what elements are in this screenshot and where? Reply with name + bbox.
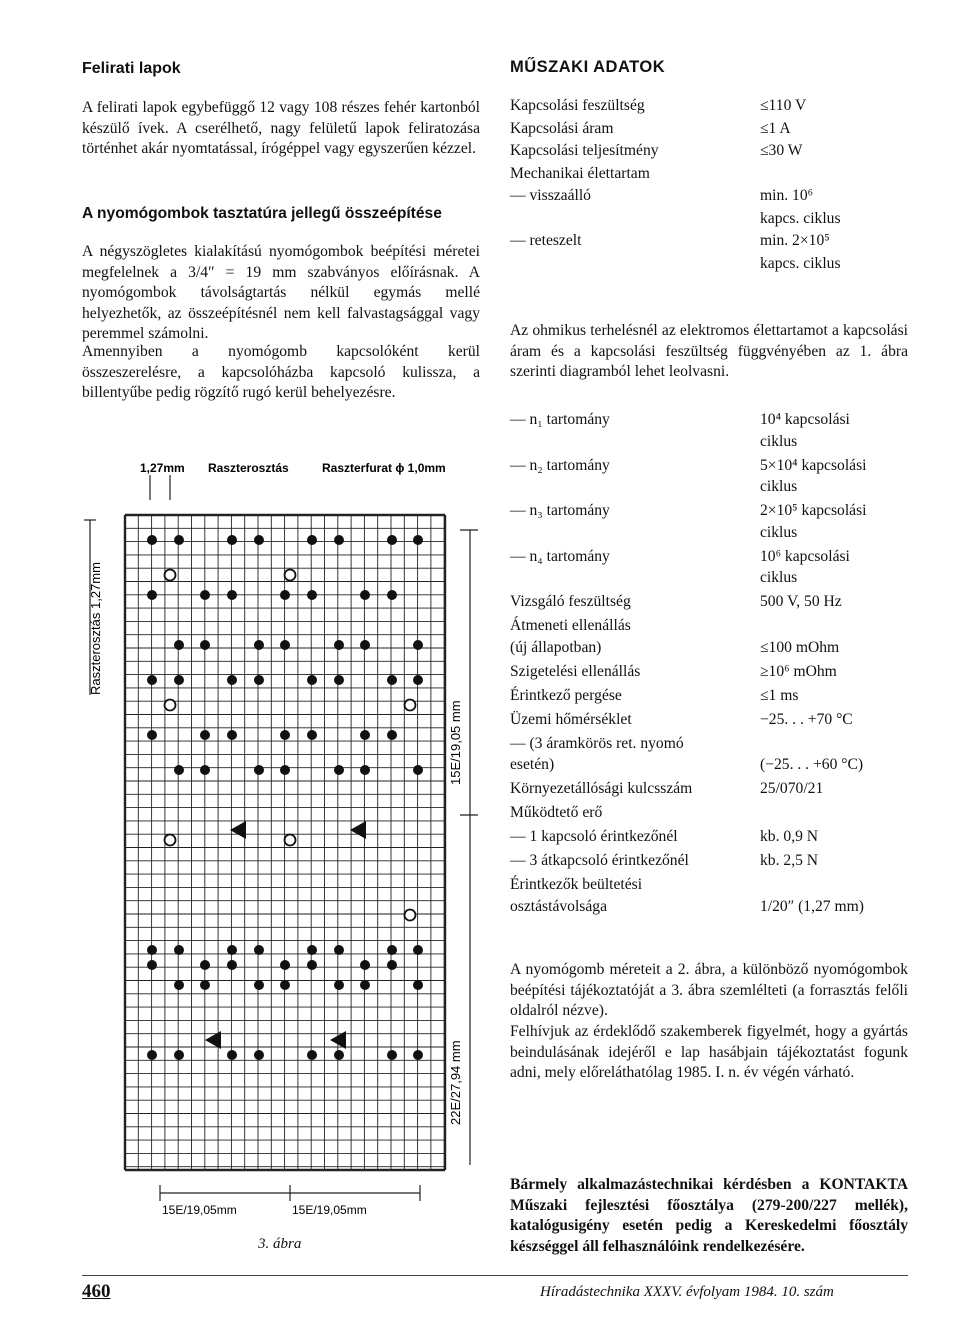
pin-hole-mark (413, 1050, 423, 1060)
pin-hole-mark (227, 1050, 237, 1060)
spec-value: ≤1 ms (760, 686, 799, 704)
pin-hole-mark (387, 945, 397, 955)
spec-value: 25/070/21 (760, 780, 824, 797)
spec-label: Kapcsolási feszültség (510, 97, 645, 114)
spec-label: Kapcsolási áram (510, 119, 614, 137)
pin-hole-mark (174, 1050, 184, 1060)
pin-hole-mark (147, 1050, 157, 1060)
pin-hole-mark (307, 945, 317, 955)
pin-hole-mark (334, 640, 344, 650)
paragraph-meretei: A nyomógomb méreteit a 2. ábra, a különböző nyomógombok beépítési tájékoztatóját a 3. ábra szemlélteti (a forrasztás felőli oldalról nézve). (510, 961, 908, 1019)
pin-hole-mark (307, 960, 317, 970)
pin-hole-mark (174, 535, 184, 545)
label-raszterfurat: Raszterfurat ϕ 1,0mm (322, 461, 446, 475)
pin-hole-mark (200, 765, 210, 775)
pin-hole-mark (307, 675, 317, 685)
open-pin-mark (405, 910, 416, 921)
label-vertical-raszterosztas: Raszterosztás 1,27mm (88, 562, 103, 695)
pin-hole-mark (280, 590, 290, 600)
open-pin-mark (405, 700, 416, 711)
heading-felirati-lapok: Feliratі lapok (82, 60, 181, 77)
open-pin-mark (165, 700, 176, 711)
spec-label: — n₄ tartomány (510, 547, 610, 565)
pin-hole-mark (174, 945, 184, 955)
pin-hole-mark (174, 980, 184, 990)
spec-label: Érintkező pergése (510, 686, 622, 704)
spec-value: 10⁶ kapcsolási (760, 547, 850, 565)
pin-hole-mark (227, 945, 237, 955)
label-1-27mm: 1,27mm (140, 461, 185, 475)
pin-hole-mark (413, 675, 423, 685)
spec-value: kb. 2,5 N (760, 852, 819, 869)
pin-hole-mark (334, 535, 344, 545)
spec-label: — reteszelt (510, 232, 582, 249)
paragraph-kontakta-contact: Bármely alkalmazástechnikai kérdésben a KONTAKTA Műszaki fejlesztési főosztálya (279-200/227 mellék), katalógusigény esetén pedig a Kereskedelmi főosztály készséggel áll felhasználóink rendelkezésére. (510, 1176, 908, 1255)
spec-label: — 1 kapcsoló érintkezőnél (510, 828, 678, 845)
figure-3-grid-diagram (80, 445, 480, 1245)
pin-hole-mark (387, 1050, 397, 1060)
pin-hole-mark (147, 730, 157, 740)
paragraph-ohmikus: Az ohmikus terhelésnél az elektromos élettartamot a kapcsolási áram és a kapcsolási feszültség függvényében az 1. ábra szerinti diagramból lehet leolvasni. (510, 322, 908, 380)
label-15e-upper-right: 15E/19,05 mm (448, 700, 463, 785)
pin-hole-mark (147, 590, 157, 600)
spec-value: kb. 0,9 N (760, 828, 819, 845)
spec-value: 2×10⁵ kapcsolási (760, 502, 867, 519)
spec-value-line2: kapcs. ciklus (760, 254, 841, 272)
spec-label: Mechanikai élettartam (510, 164, 650, 182)
spec-label: Környezetállósági kulcsszám (510, 780, 693, 797)
pin-hole-mark (413, 640, 423, 650)
pin-hole-mark (280, 730, 290, 740)
pin-hole-mark (280, 980, 290, 990)
pin-hole-mark (387, 730, 397, 740)
footer-rule (82, 1275, 908, 1276)
pin-hole-mark (227, 535, 237, 545)
paragraph-felirati: A felirati lapok egybefüggő 12 vagy 108 részes fehér kartonból készülő ívek. A cserélhető, nagy felületű lapok feliratozása történhet akár nyomtatással, írógéppel vagy egyszerűen kézzel. (82, 99, 480, 157)
spec-value: ≤1 A (760, 119, 791, 137)
spec-value: ≥10⁶ mOhm (760, 662, 837, 680)
figure-caption: 3. ábra (258, 1236, 302, 1252)
pin-hole-mark (387, 960, 397, 970)
spec-label: Érintkezők beültetési (510, 876, 643, 893)
pin-hole-mark (147, 960, 157, 970)
pin-hole-mark (227, 960, 237, 970)
spec-block-1 (510, 96, 910, 296)
spec-label: — (3 áramkörös ret. nyomó (510, 734, 684, 752)
open-pin-mark (165, 835, 176, 846)
pin-hole-mark (254, 640, 264, 650)
pin-hole-mark (307, 590, 317, 600)
pin-hole-mark (227, 590, 237, 600)
pin-hole-mark (254, 765, 264, 775)
pin-hole-mark (334, 945, 344, 955)
pin-hole-mark (280, 640, 290, 650)
pin-hole-mark (360, 980, 370, 990)
spec-value-line2: ciklus (760, 478, 798, 495)
pin-hole-mark (334, 675, 344, 685)
pin-hole-mark (200, 640, 210, 650)
pin-hole-mark (254, 980, 264, 990)
pin-hole-mark (413, 980, 423, 990)
pin-hole-mark (147, 675, 157, 685)
pin-hole-mark (334, 980, 344, 990)
spec-label: — n₃ tartomány (510, 502, 610, 519)
pin-hole-mark (307, 730, 317, 740)
spec-block-2 (510, 410, 910, 930)
pin-hole-mark (200, 590, 210, 600)
pin-hole-mark (360, 590, 370, 600)
pin-hole-mark (413, 765, 423, 775)
open-pin-mark (285, 570, 296, 581)
spec-value: 5×10⁴ kapcsolási (760, 456, 867, 474)
pin-hole-mark (307, 535, 317, 545)
spec-label: — n₂ tartomány (510, 456, 610, 474)
spec-label: Szigetelési ellenállás (510, 662, 641, 680)
spec-label: — visszaálló (510, 187, 591, 204)
pin-hole-mark (174, 765, 184, 775)
spec-value: 500 V, 50 Hz (760, 593, 842, 610)
spec-label: — 3 átkapcsoló érintkezőnél (510, 852, 689, 869)
spec-label: Üzemi hőmérséklet (510, 710, 632, 728)
pin-hole-mark (360, 765, 370, 775)
pin-hole-mark (360, 730, 370, 740)
spec-label-line2: osztástávolsága (510, 897, 607, 915)
pin-hole-mark (360, 960, 370, 970)
pin-hole-mark (227, 675, 237, 685)
pin-hole-mark (254, 945, 264, 955)
pin-hole-mark (174, 675, 184, 685)
spec-value-line2: kapcs. ciklus (760, 209, 841, 227)
pin-hole-mark (254, 535, 264, 545)
spec-value: 10⁴ kapcsolási (760, 411, 850, 428)
diode-symbol (230, 821, 246, 839)
pin-hole-mark (200, 980, 210, 990)
pin-hole-mark (280, 765, 290, 775)
spec-value: ≤110 V (760, 97, 807, 114)
pin-hole-mark (147, 945, 157, 955)
journal-footer: Híradástechnika XXXV. évfolyam 1984. 10. szám (540, 1284, 834, 1300)
spec-value-line2: ciklus (760, 523, 798, 541)
spec-value: ≤30 W (760, 142, 803, 159)
spec-value-line2: ciklus (760, 569, 798, 586)
spec-value: (−25. . . +60 °C) (760, 756, 864, 773)
pin-hole-mark (360, 640, 370, 650)
spec-label: Vizsgáló feszültség (510, 593, 631, 610)
pin-hole-mark (387, 535, 397, 545)
spec-label: Működtető erő (510, 804, 603, 821)
pin-hole-mark (254, 675, 264, 685)
pin-hole-mark (413, 535, 423, 545)
pin-hole-mark (200, 730, 210, 740)
diode-symbol (350, 821, 366, 839)
heading-muszaki-adatok: MŰSZAKI ADATOK (510, 58, 666, 76)
pin-hole-mark (254, 1050, 264, 1060)
spec-label: Kapcsolási teljesítmény (510, 142, 659, 159)
spec-value: −25. . . +70 °C (760, 710, 853, 728)
paragraph-felhivjuk: Felhívjuk az érdeklődő szakemberek figyelmét, hogy a gyártás beindulásának idejéről e lap hasábjain tájékoztatást fogunk adni, mely előreláthatólag 1985. I. n. év végén várható. (510, 1023, 908, 1081)
pin-hole-mark (174, 640, 184, 650)
spec-label: — n₁ tartomány (510, 411, 610, 428)
label-15e-bottom-right: 15E/19,05mm (292, 1203, 367, 1217)
paragraph-negyszogletes: A négyszögletes kialakítású nyomógombok beépítési méretei megfelelnek a 3/4″ = 19 mm szabványos előírásnak. A nyomógombok távolságtartás nélkül egymás mellé helyezhetők, az összeépítésnél nem kell falvastagsággal vagy peremmel számolni. (82, 243, 480, 342)
spec-value: min. 2×10⁵ (760, 232, 830, 249)
pin-hole-mark (413, 945, 423, 955)
pin-hole-mark (334, 765, 344, 775)
pin-hole-mark (227, 730, 237, 740)
paragraph-amennyiben: Amennyiben a nyomógomb kapcsolóként kerül összeszerelésre, a kapcsolóházba kapcsoló kulissza, a billentyűbe pedig rögzítő rugó kerül behelyezésre. (82, 343, 480, 401)
spec-value: min. 10⁶ (760, 187, 814, 204)
label-15e-bottom-left: 15E/19,05mm (162, 1203, 237, 1217)
open-pin-mark (285, 835, 296, 846)
spec-label-line2: (új állapotban) (510, 638, 602, 656)
pin-hole-mark (147, 535, 157, 545)
heading-nyomogombok: A nyomógombok tasztatúra jellegű összeépítése (82, 205, 442, 222)
pin-hole-mark (387, 675, 397, 685)
spec-label: Átmeneti ellenállás (510, 617, 631, 634)
pin-hole-mark (200, 960, 210, 970)
label-raszterosztas: Raszterosztás (208, 461, 289, 475)
spec-label-line2: esetén) (510, 756, 555, 773)
spec-value: ≤100 mOhm (760, 638, 840, 656)
pin-hole-mark (307, 1050, 317, 1060)
spec-value-line2: ciklus (760, 432, 798, 450)
pin-hole-mark (334, 1050, 344, 1060)
page-number: 460 (82, 1281, 111, 1302)
raster-grid (84, 475, 478, 1201)
pin-hole-mark (387, 590, 397, 600)
label-22e-lower-right: 22E/27,94 mm (448, 1040, 463, 1125)
pin-hole-mark (280, 960, 290, 970)
spec-value: 1/20″ (1,27 mm) (760, 897, 864, 915)
open-pin-mark (165, 570, 176, 581)
